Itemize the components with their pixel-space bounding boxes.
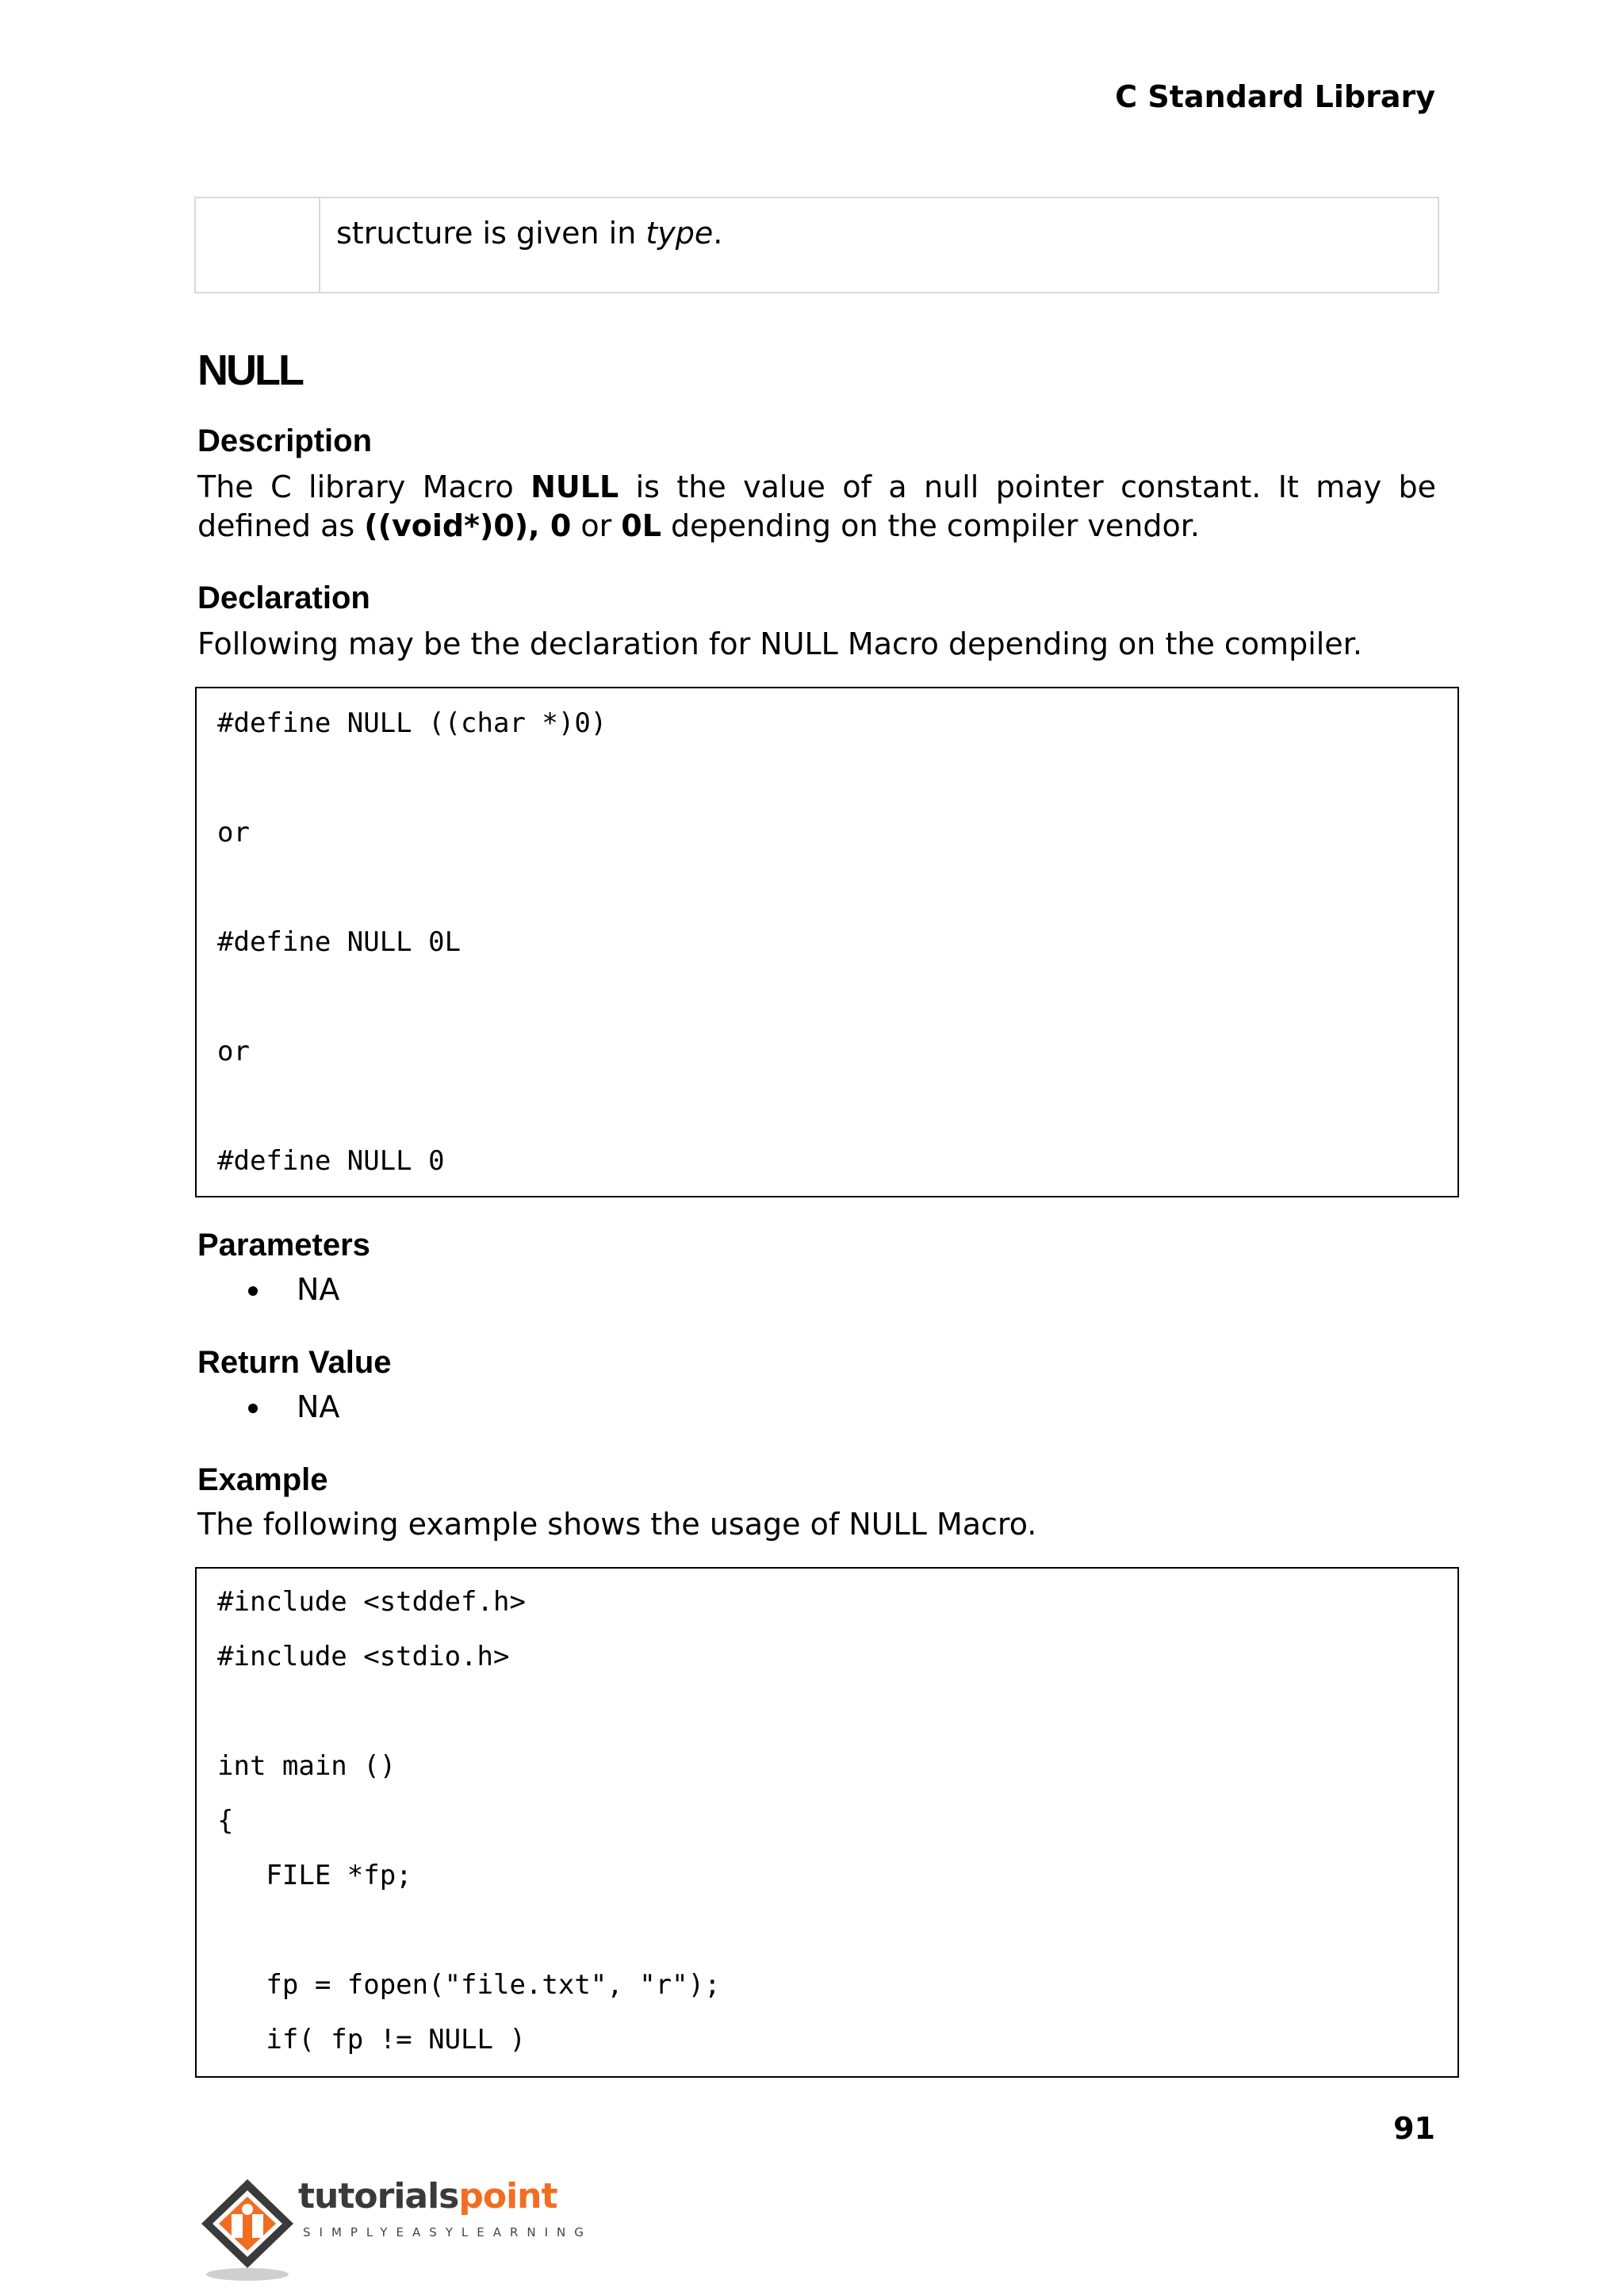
table-cell-text: structure is given in type. [336, 216, 723, 251]
logo-tagline: SIMPLYEASYLEARNING [303, 2225, 592, 2239]
code-line: or [217, 817, 250, 849]
continued-table [194, 197, 1439, 293]
code-line: FILE *fp; [217, 1860, 412, 1891]
tutorialspoint-logo-icon [197, 2173, 300, 2284]
code-line: #include <stddef.h> [217, 1586, 526, 1618]
logo-wordmark: tutorialspoint [298, 2176, 557, 2216]
bullet-icon [248, 1286, 258, 1296]
description-text: The C library Macro NULL is the value of a null pointer constant. It may be defined as ((void*)0), 0 or 0L depending on the compiler vendor. [197, 469, 1436, 543]
declaration-heading: Declaration [197, 580, 370, 615]
code-line: { [217, 1805, 234, 1837]
declaration-text: Following may be the declaration for NULL Macro depending on the compiler. [197, 626, 1362, 661]
page-number: 91 [1393, 2111, 1435, 2146]
table-cell-empty [196, 198, 320, 292]
code-line: int main () [217, 1750, 396, 1782]
code-line: if( fp != NULL ) [217, 2024, 526, 2056]
code-line: or [217, 1036, 250, 1067]
section-title: NULL [197, 347, 302, 394]
running-header: C Standard Library [1115, 79, 1435, 114]
code-line: fp = fopen("file.txt", "r"); [217, 1969, 721, 2001]
example-heading: Example [197, 1462, 328, 1497]
tutorialspoint-logo [197, 2173, 592, 2284]
example-text: The following example shows the usage of NULL Macro. [197, 1507, 1037, 1542]
bullet-icon [248, 1404, 258, 1413]
code-line: #define NULL 0L [217, 926, 462, 958]
code-line: #define NULL 0 [217, 1145, 445, 1177]
declaration-code-block [195, 687, 1459, 1197]
return-value-item: NA [297, 1389, 340, 1424]
description-heading: Description [197, 423, 373, 458]
return-value-heading: Return Value [197, 1345, 392, 1380]
code-line: #define NULL ((char *)0) [217, 707, 607, 739]
parameters-item: NA [297, 1272, 340, 1307]
example-code-block [195, 1567, 1459, 2078]
parameters-heading: Parameters [197, 1228, 370, 1262]
code-line: #include <stdio.h> [217, 1641, 510, 1672]
